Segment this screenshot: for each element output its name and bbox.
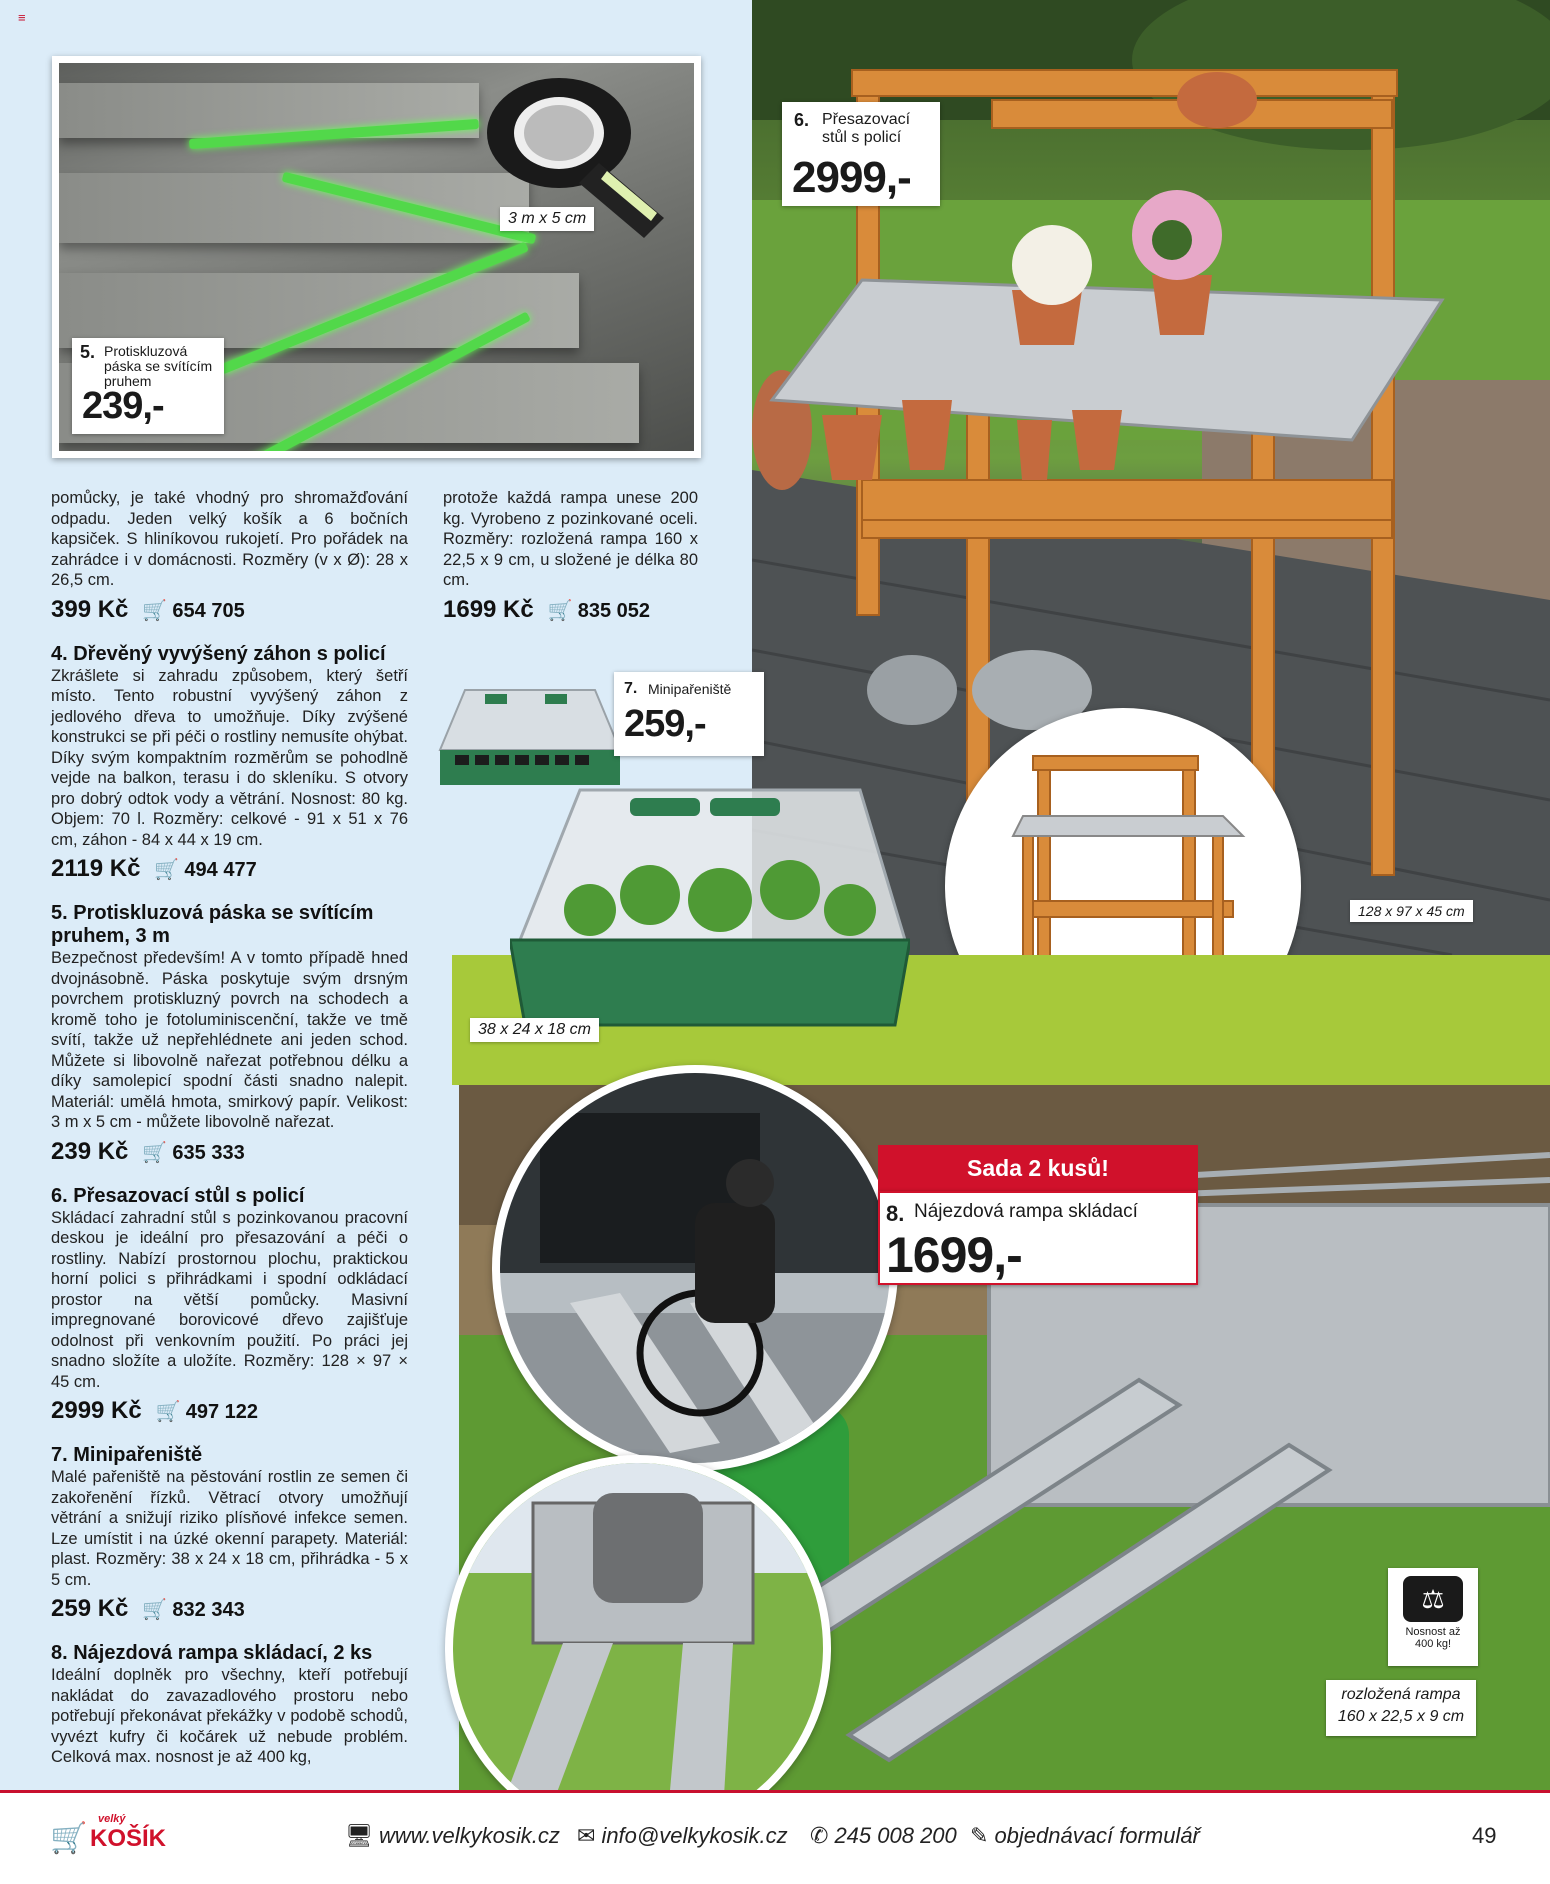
greenhouse-large-image <box>510 770 910 1040</box>
wheelchair-ramp-circle <box>492 1065 898 1471</box>
page-footer <box>0 1790 1550 1884</box>
product-6-price: 2999 Kč <box>51 1397 142 1424</box>
product-7-title: 7. Minipařeniště <box>51 1444 203 1466</box>
tag-label: Nájezdová rampa skládací <box>914 1201 1138 1222</box>
stair-step <box>59 273 579 348</box>
ramp-dim-line1: rozložená rampa <box>1341 1686 1461 1703</box>
tag-label: Přesazovací stůl s policí <box>822 111 911 146</box>
product-5-title: 5. Protiskluzová páska se svítícím pruhem, 3 m <box>51 902 374 947</box>
footer-web-text: www.velkykosik.cz <box>378 1823 560 1848</box>
footer-email-text: info@velkykosik.cz <box>601 1823 788 1848</box>
product-8-body: Ideální doplněk pro všechny, kteří potřebují nakládat do zavazadlového prostoru nebo potřebují překonávat překážky v podobě schodů, vyvézt kufry či kočárek už nebude problém. Celková max. nosnost je až 400 kg, <box>51 1666 408 1766</box>
badge-text: Nosnost až 400 kg! <box>1405 1626 1461 1650</box>
tag-label: Minipařeniště <box>648 681 732 697</box>
intro-price: 399 Kč <box>51 595 129 623</box>
ramp-dimensions-label <box>1326 1680 1476 1736</box>
logo-small-text: velký <box>98 1813 126 1825</box>
trailer-ramp-circle <box>445 1455 831 1841</box>
product-7-body: Malé pařeniště na pěstování rostlin ze semen či zakořenění řízků. Větrací otvory umožňují větrání a snižují riziko plísňové infekce semen. Lze umístit i na úzké okenní parapety. Materiál: plast. Rozměry: 38 x 24 x 18 cm, přihrádka - 5 x 5 cm. <box>51 1468 408 1589</box>
brand-logo[interactable] <box>50 1807 180 1867</box>
cart-icon[interactable]: 🛒 <box>142 1141 168 1164</box>
product-4-price: 2119 Kč <box>51 855 141 882</box>
footer-order-form[interactable] <box>970 1823 1200 1849</box>
monitor-icon: 🖥 <box>345 1823 373 1848</box>
tape-price-tag <box>72 338 224 434</box>
ramp-dim-line2: 160 x 22,5 x 9 cm <box>1337 1708 1465 1725</box>
product-7-price: 259 Kč <box>51 1595 129 1622</box>
text-column-left <box>51 488 408 1768</box>
product-5-body: Bezpečnost především! A v tomto případě hned dvojnásobně. Páska poskytuje svým drsným povrchem protiskluzný povrch na schodech a kromě toho je fotoluminiscenční, takže ve tmě svítí, takže už nepřehlédnete ani jeden schod. Můžete si libovolně nařezat potřebnou délku a díky samolepicí spodní části snadno nalepit. Materiál: umělá hmota, smirkový papír. Velikost: 3 m x 5 cm - můžete libovolně nařezat. <box>51 949 408 1131</box>
product-4-code: 494 477 <box>184 859 257 881</box>
text-column-middle <box>443 488 698 625</box>
tag-number: 6. <box>794 110 810 130</box>
product-7-code: 832 343 <box>172 1599 245 1621</box>
ramp-body-continued: protože každá rampa unese 200 kg. Vyrobeno z pozinkované oceli. Rozměry: rozložená rampa 160 x 22,5 x 9 cm, u složené je délka 80 cm. <box>443 489 698 589</box>
bench-price-tag <box>782 102 940 206</box>
tag-price: 2999,- <box>792 153 911 202</box>
logo-big-text: KOŠÍK <box>90 1825 167 1852</box>
intro-code: 654 705 <box>172 599 245 622</box>
product-8-title: 8. Nájezdová rampa skládací, 2 ks <box>51 1642 373 1664</box>
tag-price: 259,- <box>624 703 706 745</box>
cart-logo-icon: 🛒 <box>50 1822 88 1855</box>
product-6-title: 6. Přesazovací stůl s policí <box>51 1184 305 1207</box>
intro-paragraph: pomůcky, je také vhodný pro shromažďování odpadu. Jeden velký košík a 6 bočních kapsiček. S hliníkovou rukojetí. Pro pořádek na zahrádce i v domácnosti. Rozměry (v x Ø): 28 x 26,5 cm. <box>51 489 408 589</box>
set-banner-text: Sada 2 kusů! <box>967 1155 1109 1181</box>
dumbbell-icon: ⚖ <box>1403 1576 1463 1622</box>
cart-icon[interactable]: 🛒 <box>547 599 573 622</box>
tag-number: 7. <box>624 680 638 697</box>
product-6-code: 497 122 <box>185 1401 259 1423</box>
greenhouse-dimensions-label: 38 x 24 x 18 cm <box>470 1018 599 1042</box>
cart-icon[interactable]: 🛒 <box>142 599 168 622</box>
product-5-code: 635 333 <box>172 1141 245 1164</box>
footer-form-text: objednávací formulář <box>994 1823 1200 1848</box>
greenhouse-price-tag <box>614 672 764 756</box>
footer-phone-text: 245 008 200 <box>834 1823 957 1848</box>
load-capacity-badge <box>1388 1568 1478 1666</box>
tag-number: 8. <box>886 1201 905 1226</box>
footer-email[interactable] <box>577 1823 788 1849</box>
envelope-icon: ✉ <box>577 1823 596 1848</box>
product-6-body: Skládací zahradní stůl s pozinkovanou pracovní deskou je ideální pro přesazování a péči o rostliny. Nabízí prostornou plochu, praktickou horní polici s přihrádkami i spodní odkládací prostor na větší pomůcky. Masivní impregnované borovicové dřevo zajišťuje odolnost při venkovním použití. Po práci jej snadno složíte a uložíte. Rozměry: 128 × 97 × 45 cm. <box>51 1208 408 1391</box>
product-4-title: 4. Dřevěný vyvýšený záhon s policí <box>51 642 386 665</box>
product-5-price: 239 Kč <box>51 1137 129 1165</box>
page-number: 49 <box>1472 1823 1497 1848</box>
ramp-price: 1699 Kč <box>443 595 534 623</box>
ramp-code: 835 052 <box>577 599 651 622</box>
form-icon: ✎ <box>970 1823 989 1848</box>
tag-price: 239,- <box>82 385 164 427</box>
cart-icon[interactable]: 🛒 <box>142 1599 168 1621</box>
footer-phone[interactable] <box>810 1823 957 1849</box>
tag-price: 1699,- <box>886 1227 1022 1283</box>
tag-label: Protiskluzová páska se svítícím pruhem <box>104 343 213 389</box>
product-4-body: Zkrášlete si zahradu způsobem, který šetří místo. Tento robustní vyvýšený záhon z jedlového dřeva to umožňuje. Díky zvýšené konstrukci se při péči o rostliny nemusíte ohýbat. Díky svým kompaktním rozměrům se pohodlně vejde na balkon, terasu i do skleníku. S otvory pro dobrý odtok vody a větrání. Nosnost: 80 kg. Objem: 70 l. Rozměry: celkové - 91 x 51 x 76 cm, záhon - 84 x 44 x 19 cm. <box>51 666 408 849</box>
bench-dimensions-label: 128 x 97 x 45 cm <box>1350 900 1473 922</box>
set-banner <box>878 1145 1198 1191</box>
phone-icon: ✆ <box>810 1823 829 1848</box>
tape-dimensions-label: 3 m x 5 cm <box>500 207 594 231</box>
footer-web[interactable] <box>345 1823 560 1849</box>
corner-mark: ≡ <box>18 10 26 25</box>
cart-icon[interactable]: 🛒 <box>155 1401 181 1423</box>
ramp-price-tag <box>878 1191 1198 1285</box>
tag-number: 5. <box>80 342 96 362</box>
cart-icon[interactable]: 🛒 <box>154 859 180 881</box>
